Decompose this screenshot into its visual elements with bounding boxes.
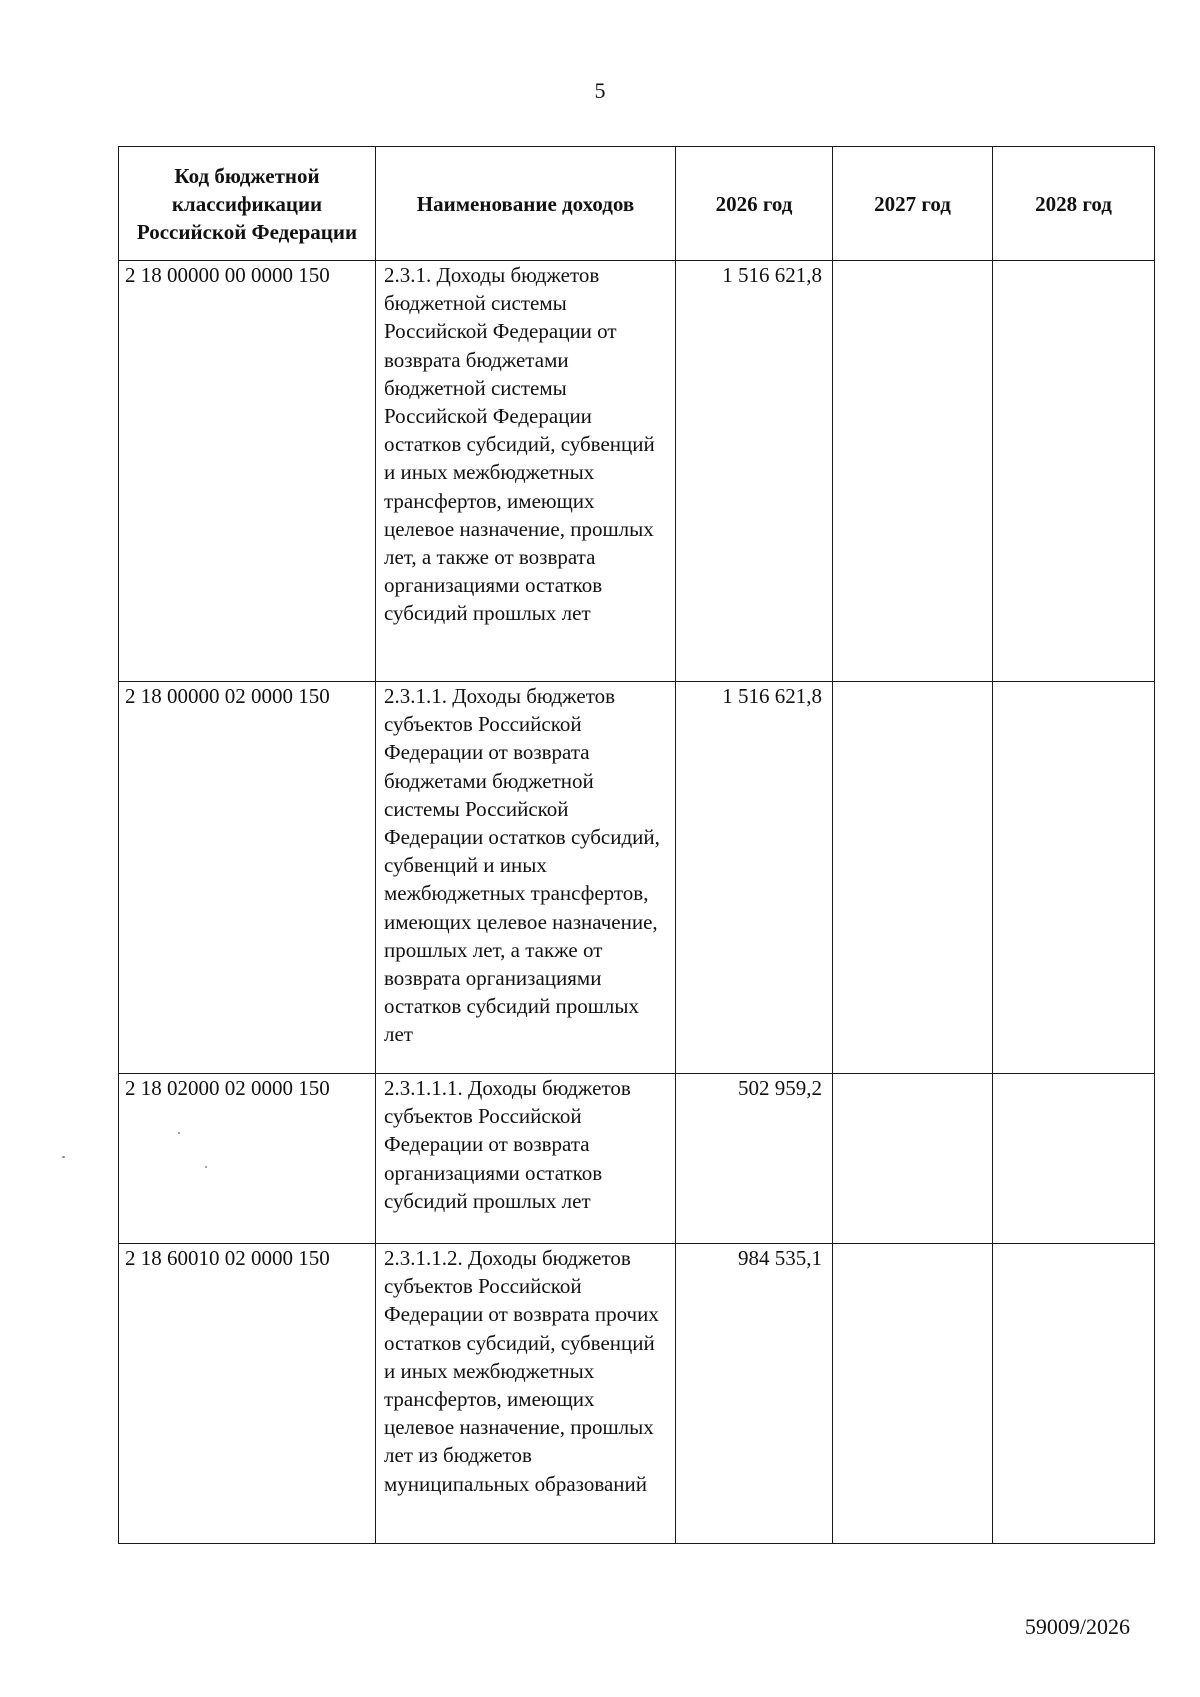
header-revenue-name: Наименование доходов [376,147,676,261]
document-number: 59009/2026 [1024,1614,1130,1639]
table-row [119,1074,1155,1244]
amount-2026-cell: 984 535,1 [676,1244,833,1544]
header-year-2027: 2027 год [833,147,993,261]
revenue-name-cell: 2.3.1.1.1. Доходы бюджетов субъектов Российской Федерации от возврата организациями остатков субсидий прошлых лет [376,1074,676,1244]
amount-2028-cell [993,261,1155,682]
budget-code-cell: 2 18 00000 02 0000 150 [119,682,376,1074]
scan-speck [205,1166,207,1168]
amount-2026-cell: 502 959,2 [676,1074,833,1244]
amount-2028-cell [993,682,1155,1074]
page-number: 5 [594,78,606,103]
scan-speck [178,1132,180,1134]
table-row [119,682,1155,1074]
revenue-table [118,146,1155,1544]
amount-2027-cell [833,1074,993,1244]
amount-2028-cell [993,1074,1155,1244]
table-row [119,261,1155,682]
table-header-row [119,147,1155,261]
header-year-2026: 2026 год [676,147,833,261]
budget-code-cell: 2 18 02000 02 0000 150 [119,1074,376,1244]
amount-2026-cell: 1 516 621,8 [676,682,833,1074]
header-year-2028: 2028 год [993,147,1155,261]
revenue-name-cell: 2.3.1.1.2. Доходы бюджетов субъектов Российской Федерации от возврата прочих остатков субсидий, субвенций и иных межбюджетных трансфертов, имеющих целевое назначение, прошлых лет из бюджетов муниципальных образований [376,1244,676,1544]
table-row [119,1244,1155,1544]
budget-code-cell: 2 18 00000 00 0000 150 [119,261,376,682]
amount-2028-cell [993,1244,1155,1544]
amount-2027-cell [833,1244,993,1544]
amount-2027-cell [833,682,993,1074]
revenue-name-cell: 2.3.1.1. Доходы бюджетов субъектов Российской Федерации от возврата бюджетами бюджетной системы Российской Федерации остатков субсидий, субвенций и иных межбюджетных трансфертов, имеющих целевое назначение, прошлых лет, а также от возврата организациями остатков субсидий прошлых лет [376,682,676,1074]
revenue-name-cell: 2.3.1. Доходы бюджетов бюджетной системы Российской Федерации от возврата бюджетами бюджетной системы Российской Федерации остатков субсидий, субвенций и иных межбюджетных трансфертов, имеющих целевое назначение, прошлых лет, а также от возврата организациями остатков субсидий прошлых лет [376,261,676,682]
header-budget-code: Код бюджетной классификации Российской Федерации [119,147,376,261]
amount-2026-cell: 1 516 621,8 [676,261,833,682]
amount-2027-cell [833,261,993,682]
budget-code-cell: 2 18 60010 02 0000 150 [119,1244,376,1544]
scan-speck [62,1156,65,1158]
